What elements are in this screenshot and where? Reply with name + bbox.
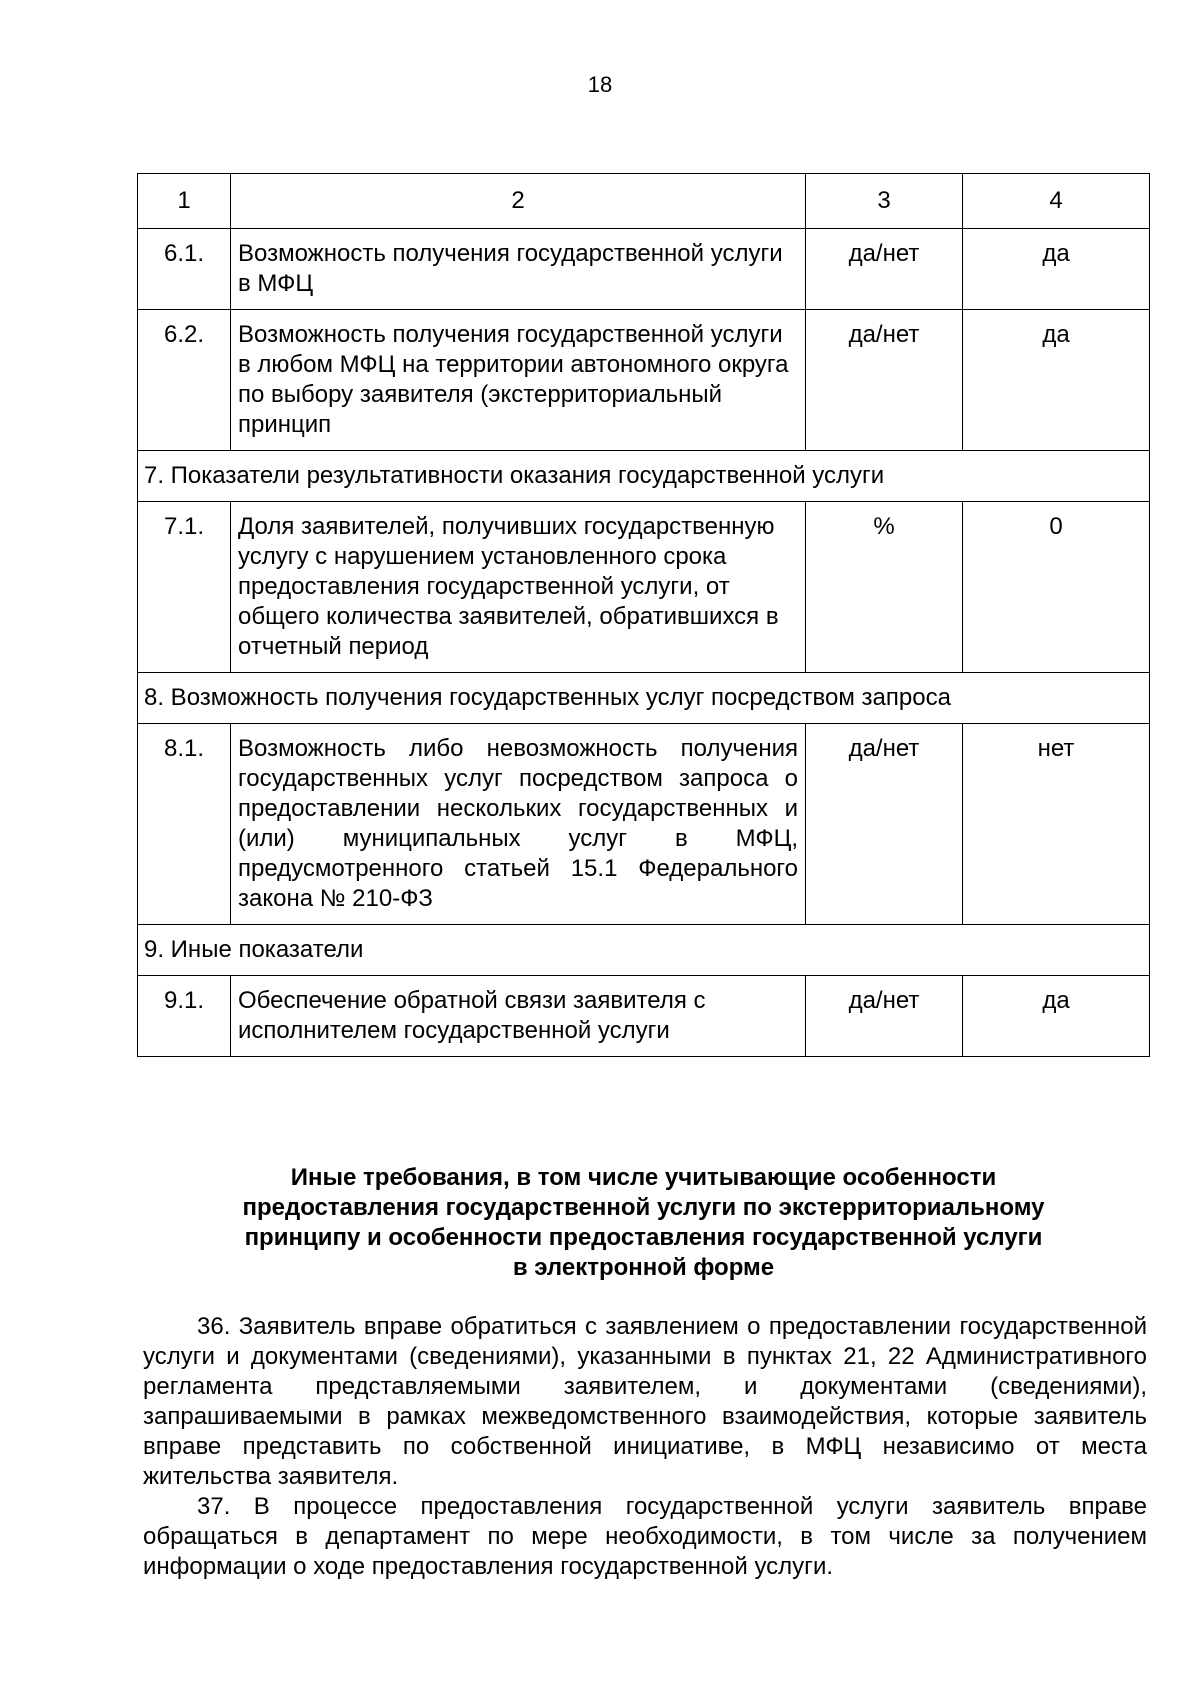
section-title: 7. Показатели результативности оказания государственной услуги (138, 451, 1150, 502)
row-unit: да/нет (806, 724, 963, 925)
table-row (138, 502, 1150, 673)
row-unit: да/нет (806, 310, 963, 451)
row-value: 0 (963, 502, 1150, 673)
heading-line: в электронной форме (512, 1254, 775, 1281)
row-value: да (963, 976, 1150, 1057)
table-header-row (138, 174, 1150, 229)
row-number: 6.2. (138, 310, 231, 451)
header-cell-3: 3 (806, 174, 963, 229)
table-section-row (138, 451, 1150, 502)
table-row (138, 976, 1150, 1057)
section-heading (137, 1163, 1150, 1283)
section-title: 9. Иные показатели (138, 925, 1150, 976)
row-description: Возможность либо невозможность получения государственных услуг посредством запроса о предоставлении нескольких государственных и (или) муниципальных услуг в МФЦ, предусмотренного статьей 15.1 Федерального закона № 210-ФЗ (231, 724, 806, 925)
table-row (138, 229, 1150, 310)
page-number: 18 (587, 72, 613, 97)
indicators-table (137, 173, 1150, 1057)
table-section-row (138, 925, 1150, 976)
row-value: да (963, 229, 1150, 310)
row-number: 9.1. (138, 976, 231, 1057)
row-unit: % (806, 502, 963, 673)
row-number: 6.1. (138, 229, 231, 310)
header-cell-4: 4 (963, 174, 1150, 229)
row-description: Доля заявителей, получивших государственную услугу с нарушением установленного срока предоставления государственной услуги, от общего количества заявителей, обратившихся в отчетный период (231, 502, 806, 673)
row-description: Возможность получения государственной услуги в любом МФЦ на территории автономного округа по выбору заявителя (экстерриториальный принцип (231, 310, 806, 451)
header-cell-2: 2 (231, 174, 806, 229)
body-text (143, 1312, 1147, 1582)
row-value: нет (963, 724, 1150, 925)
heading-line: предоставления государственной услуги по экстерриториальному (242, 1194, 1045, 1221)
paragraph-37: 37. В процессе предоставления государственной услуги заявитель вправе обращаться в департамент по мере необходимости, в том числе за получением информации о ходе предоставления государственной услуги. (143, 1493, 1147, 1580)
heading-line: принципу и особенности предоставления государственной услуги (244, 1224, 1043, 1251)
paragraph-36: 36. Заявитель вправе обратиться с заявлением о предоставлении государственной услуги и документами (сведениями), указанными в пунктах 21, 22 Административного регламента представляемыми заявителем, и документами (сведениями), запрашиваемыми в рамках межведомственного взаимодействия, которые заявитель вправе представить по собственной инициативе, в МФЦ независимо от места жительства заявителя. (143, 1313, 1147, 1490)
heading-line: Иные требования, в том числе учитывающие особенности (290, 1164, 997, 1191)
table-section-row (138, 673, 1150, 724)
row-unit: да/нет (806, 976, 963, 1057)
row-description: Обеспечение обратной связи заявителя с исполнителем государственной услуги (231, 976, 806, 1057)
section-title: 8. Возможность получения государственных услуг посредством запроса (138, 673, 1150, 724)
row-unit: да/нет (806, 229, 963, 310)
row-number: 7.1. (138, 502, 231, 673)
row-value: да (963, 310, 1150, 451)
header-cell-1: 1 (138, 174, 231, 229)
row-description: Возможность получения государственной услуги в МФЦ (231, 229, 806, 310)
table-row (138, 724, 1150, 925)
table-row (138, 310, 1150, 451)
row-number: 8.1. (138, 724, 231, 925)
